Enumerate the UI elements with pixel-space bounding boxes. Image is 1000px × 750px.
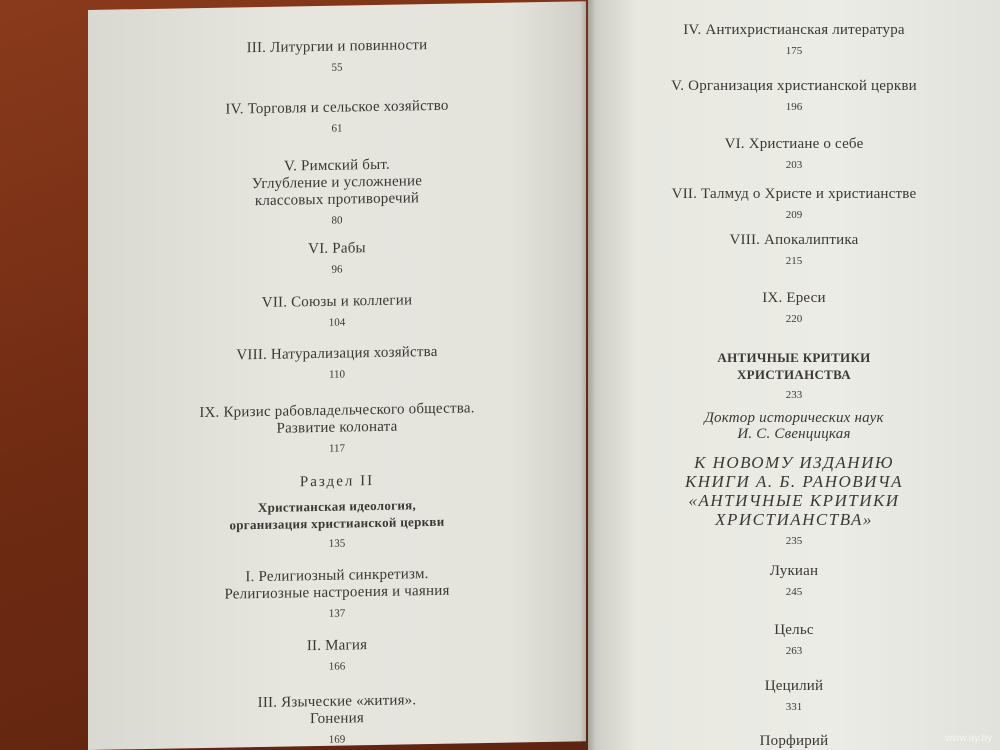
toc-entry-title — [88, 95, 586, 121]
toc-entry — [588, 136, 1000, 172]
section-label: Раздел II — [299, 473, 375, 491]
toc-entry — [588, 733, 1000, 750]
part-title-title — [588, 349, 1000, 383]
toc-entry — [588, 232, 1000, 268]
toc-entry-title — [88, 398, 586, 441]
page-number: 196 — [785, 101, 803, 113]
toc-entry — [88, 563, 586, 625]
toc-entry-title — [588, 186, 1000, 203]
title-line: Цельс — [774, 622, 814, 638]
toc-entry — [88, 689, 586, 750]
page-number: 233 — [785, 389, 803, 401]
toc-entry-title — [88, 689, 586, 732]
toc-entry-title — [88, 633, 586, 659]
page-number: 135 — [328, 537, 346, 550]
preface-title — [588, 453, 1000, 548]
toc-entry — [588, 78, 1000, 114]
toc-entry-title — [588, 622, 1000, 639]
title-line: Религиозные настроения и чаяния — [224, 582, 450, 603]
section-heading — [88, 469, 586, 495]
toc-entry-title — [588, 290, 1000, 307]
title-line: IX. Кризис рабовладельческого общества. — [199, 400, 475, 422]
toc-entry — [588, 22, 1000, 58]
author-credit — [588, 410, 1000, 442]
page-number: 235 — [785, 535, 803, 547]
section-title-title — [88, 493, 586, 536]
page-number: 55 — [331, 61, 343, 74]
title-line: Доктор исторических наук — [704, 410, 884, 426]
toc-entry — [88, 95, 586, 140]
toc-entry-title — [88, 341, 586, 367]
toc-entry-title — [88, 563, 586, 606]
toc-entry-title — [588, 136, 1000, 153]
page-number: 209 — [785, 209, 803, 221]
title-line: II. Магия — [306, 637, 368, 655]
title-line: Христианская идеология, — [257, 497, 417, 516]
section-title — [88, 493, 586, 555]
toc-entry-title — [588, 678, 1000, 695]
page-number: 110 — [328, 368, 346, 381]
toc-entry-title — [588, 22, 1000, 39]
title-line: «АНТИЧНЫЕ КРИТИКИ — [688, 491, 900, 510]
toc-entry — [588, 678, 1000, 714]
title-line: АНТИЧНЫЕ КРИТИКИ — [717, 350, 871, 365]
toc-entry — [588, 622, 1000, 658]
title-line: III. Языческие «жития». — [257, 692, 417, 712]
page-number: 215 — [785, 255, 803, 267]
toc-entry — [88, 398, 586, 460]
title-line: Углубление и усложнение — [251, 173, 423, 193]
page-number: 220 — [785, 313, 803, 325]
toc-entry — [88, 341, 586, 386]
title-line: ХРИСТИАНСТВА» — [715, 510, 873, 529]
toc-entry-title — [88, 289, 586, 315]
page-number: 96 — [331, 263, 343, 276]
toc-entry-title — [588, 232, 1000, 249]
title-line: VIII. Натурализация хозяйства — [236, 343, 438, 364]
title-line: I. Религиозный синкретизм. — [245, 566, 429, 586]
title-line: V. Организация христианской церкви — [671, 78, 917, 94]
title-line: Гонения — [310, 710, 364, 728]
page-number: 137 — [328, 607, 346, 620]
toc-entry-title — [88, 153, 586, 213]
toc-entry — [88, 289, 586, 334]
toc-entry-title — [588, 733, 1000, 750]
title-line: Порфирий — [759, 733, 829, 749]
title-line: И. С. Свенцицкая — [737, 426, 851, 442]
author-credit-title — [588, 410, 1000, 442]
page-number: 245 — [785, 586, 803, 598]
title-line: классовых противоречий — [254, 190, 420, 210]
title-line: организация христианской церкви — [229, 513, 445, 533]
toc-entry-title — [588, 563, 1000, 580]
page-number: 175 — [785, 45, 803, 57]
title-line: VII. Талмуд о Христе и христианстве — [671, 186, 917, 202]
page-number: 169 — [328, 733, 346, 746]
title-line: IV. Антихристианская литература — [683, 22, 905, 38]
title-line: ХРИСТИАНСТВА — [736, 367, 851, 382]
page-number: 80 — [331, 214, 343, 227]
page-number: 117 — [328, 442, 346, 455]
title-line: III. Литургии и повинности — [246, 37, 428, 57]
toc-entry — [88, 34, 586, 79]
title-line: IX. Ереси — [762, 290, 826, 306]
toc-entry — [588, 186, 1000, 222]
toc-entry-title — [588, 78, 1000, 95]
page-number: 331 — [785, 701, 803, 713]
page-number: 61 — [331, 122, 343, 135]
part-title — [588, 349, 1000, 402]
title-line: Цецилий — [764, 678, 824, 694]
toc-entry — [588, 563, 1000, 599]
page-number: 263 — [785, 645, 803, 657]
right-page — [588, 0, 1000, 750]
title-line: VI. Христиане о себе — [724, 136, 864, 152]
page-number: 203 — [785, 159, 803, 171]
title-line: КНИГИ А. Б. РАНОВИЧА — [684, 472, 904, 491]
title-line: VIII. Апокалиптика — [729, 232, 859, 248]
toc-entry-title — [88, 236, 586, 262]
book-gutter — [580, 0, 596, 750]
toc-entry-title — [88, 34, 586, 60]
title-line: VII. Союзы и коллегии — [261, 292, 413, 311]
toc-entry — [88, 633, 586, 678]
watermark: www.ay.by — [944, 733, 992, 744]
toc-entry — [88, 236, 586, 281]
toc-entry — [588, 290, 1000, 326]
page-number: 104 — [328, 316, 346, 329]
title-line: Развитие колоната — [276, 418, 398, 437]
page-number: 166 — [328, 660, 346, 673]
title-line: IV. Торговля и сельское хозяйство — [225, 97, 449, 118]
title-line: К НОВОМУ ИЗДАНИЮ — [694, 453, 894, 472]
preface-title-title — [588, 453, 1000, 529]
title-line: V. Римский быт. — [284, 156, 390, 175]
left-page — [88, 1, 586, 750]
title-line: Лукиан — [769, 563, 819, 579]
toc-entry — [88, 153, 586, 232]
title-line: VI. Рабы — [308, 240, 366, 258]
